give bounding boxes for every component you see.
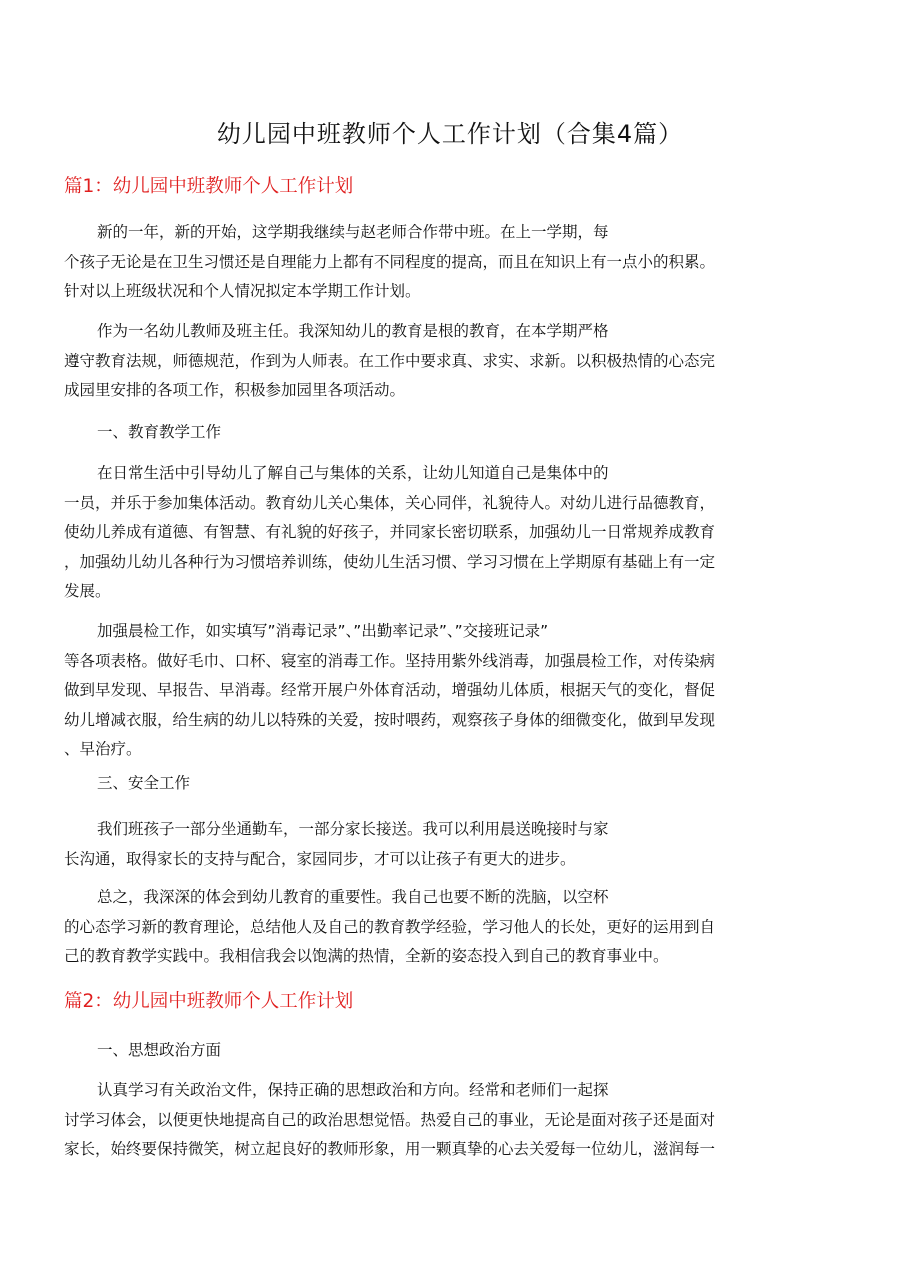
paragraph-line: 长沟通，取得家长的支持与配合，家园同步，才可以让孩子有更大的进步。: [64, 849, 576, 868]
paragraph: [64, 883, 836, 972]
paragraph: [64, 1076, 836, 1165]
paragraph-line: 讨学习体会，以便更快地提高自己的政治思想觉悟。热爱自己的事业，无论是面对孩子还是面对: [64, 1110, 716, 1129]
paragraph-line: 一员，并乐于参加集体活动。教育幼儿关心集体，关心同伴，礼貌待人。对幼儿进行品德教育，: [64, 493, 716, 512]
paragraph-line: 的心态学习新的教育理论，总结他人及自己的教育教学经验，学习他人的长处，更好的运用到自: [64, 917, 716, 936]
section-heading-2: 篇2：幼儿园中班教师个人工作计划: [64, 991, 354, 1012]
paragraph-line: 遵守教育法规，师德规范，作到为人师表。在工作中要求真、求实、求新。以积极热情的心态完: [64, 351, 716, 370]
paragraph: [64, 617, 836, 765]
paragraph-line: 新的一年，新的开始，这学期我继续与赵老师合作带中班。在上一学期，每: [97, 223, 609, 241]
section-heading-1: 篇1：幼儿园中班教师个人工作计划: [64, 176, 354, 197]
paragraph-line: 等各项表格。做好毛巾、口杯、寝室的消毒工作。坚持用紫外线消毒，加强晨检工作，对传染病: [64, 651, 716, 670]
paragraph-line: 做到早发现、早报告、早消毒。经常开展户外体育活动，增强幼儿体质，根据天气的变化，督促: [64, 681, 716, 699]
paragraph-line: 认真学习有关政治文件，保持正确的思想政治和方向。经常和老师们一起探: [97, 1081, 609, 1099]
paragraph-line: 总之，我深深的体会到幼儿教育的重要性。我自己也要不断的洗脑，以空杯: [97, 888, 609, 906]
paragraph-line: 我们班孩子一部分坐通勤车，一部分家长接送。我可以利用晨送晚接时与家: [97, 820, 609, 838]
paragraph-line: 加强晨检工作，如实填写”消毒记录”、”出勤率记录”、”交接班记录”: [97, 622, 549, 640]
paragraph-line: 、早治疗。: [64, 740, 142, 758]
paragraph-line: 作为一名幼儿教师及班主任。我深知幼儿的教育是根的教育，在本学期严格: [97, 322, 609, 340]
subheading: 一、思想政治方面: [97, 1041, 222, 1059]
paragraph-line: 家长，始终要保持微笑，树立起良好的教师形象，用一颗真挚的心去关爱每一位幼儿，滋润每一: [64, 1140, 716, 1158]
paragraph-line: 在日常生活中引导幼儿了解自己与集体的关系，让幼儿知道自己是集体中的: [97, 464, 609, 482]
subheading: 三、安全工作: [97, 774, 191, 792]
paragraph: [64, 218, 836, 307]
paragraph-line: 使幼儿养成有道德、有智慧、有礼貌的好孩子，并同家长密切联系，加强幼儿一日常规养成教育: [64, 523, 716, 541]
paragraph-line: 个孩子无论是在卫生习惯还是自理能力上都有不同程度的提高，而且在知识上有一点小的积累。: [64, 252, 716, 271]
paragraph-line: 发展。: [64, 582, 111, 600]
paragraph-line: 针对以上班级状况和个人情况拟定本学期工作计划。: [64, 282, 421, 300]
document-title: 幼儿园中班教师个人工作计划（合集4篇）: [216, 120, 684, 148]
paragraph-line: ，加强幼儿幼儿各种行为习惯培养训练，使幼儿生活习惯、学习习惯在上学期原有基础上有一定: [64, 552, 716, 571]
paragraph-line: 幼儿增减衣服，给生病的幼儿以特殊的关爱，按时喂药，观察孩子身体的细微变化，做到早发现: [64, 710, 716, 729]
paragraph: [64, 317, 836, 406]
subheading: 一、教育教学工作: [97, 423, 222, 441]
paragraph-line: 成园里安排的各项工作，积极参加园里各项活动。: [64, 381, 406, 399]
paragraph: [64, 815, 836, 874]
paragraph: [64, 459, 836, 607]
paragraph-line: 己的教育教学实践中。我相信我会以饱满的热情，全新的姿态投入到自己的教育事业中。: [64, 947, 669, 965]
